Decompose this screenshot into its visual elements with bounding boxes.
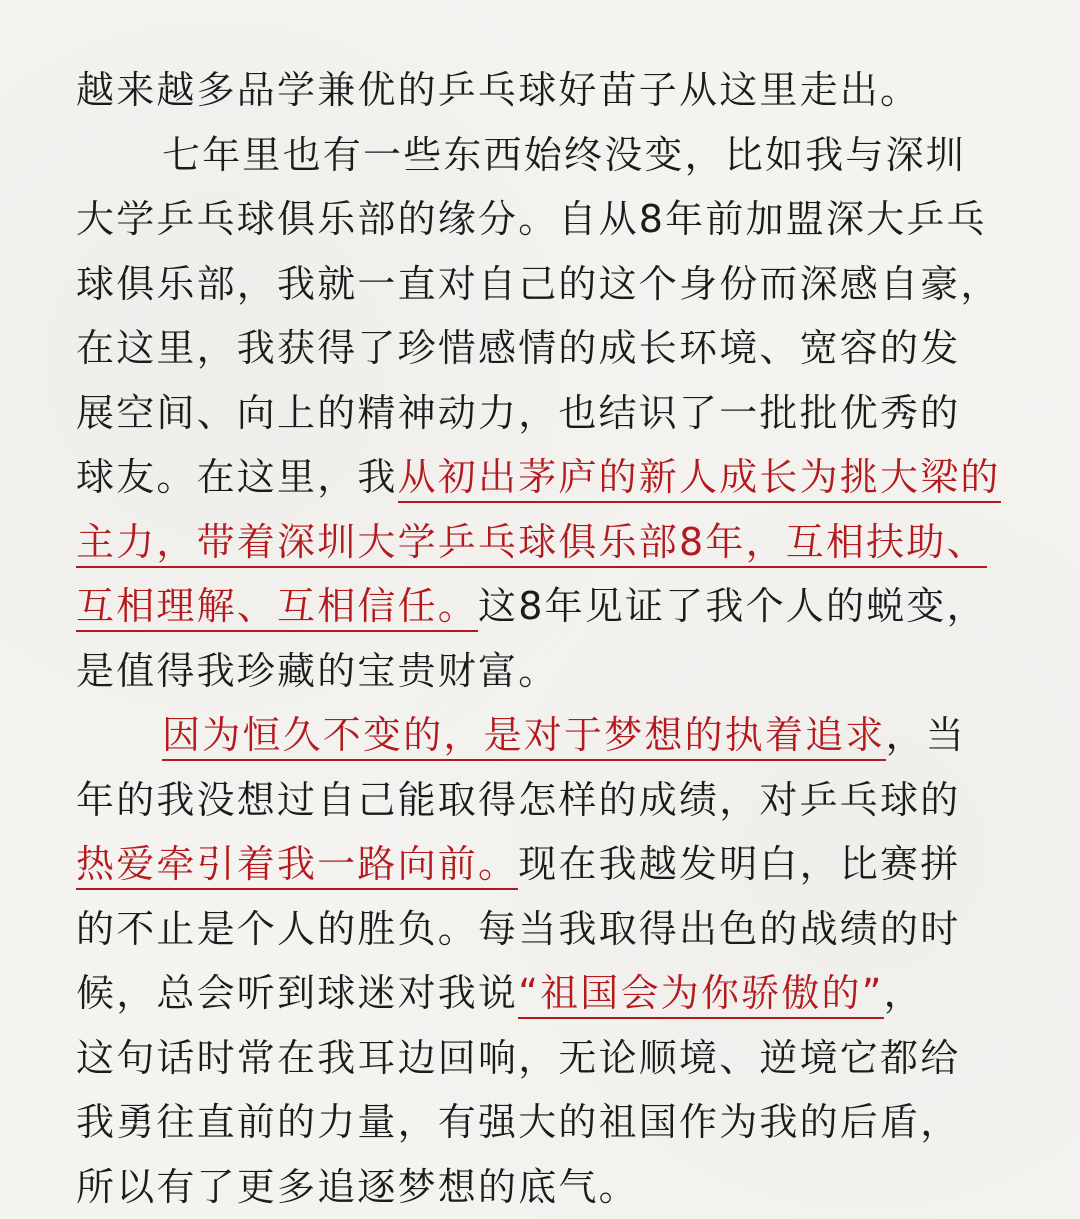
line-text: 在这里，我获得了珍惜感情的成长环境、宽容的发 [76, 326, 960, 370]
line-text: 这句话时常在我耳边回响，无论顺境、逆境它都给 [76, 1036, 960, 1080]
text-line-7 [76, 445, 1026, 510]
line-text: 越来越多品学兼优的乒乓球好苗子从这里走出。 [76, 68, 920, 112]
highlighted-quote: “祖国会为你骄傲的” [518, 971, 883, 1019]
text-line-5 [76, 316, 1026, 381]
text-line-6 [76, 381, 1026, 446]
line-text: 这8年见证了我个人的蜕变， [478, 584, 987, 628]
text-line-3 [76, 187, 1026, 252]
line-text: 我勇往直前的力量，有强大的祖国作为我的后盾， [76, 1100, 960, 1144]
line-text: 七年里也有一些东西始终没变，比如我与深圳 [162, 133, 966, 177]
text-line-17 [76, 1090, 1026, 1155]
text-line-10 [76, 639, 1026, 704]
text-line-2 [76, 123, 1026, 188]
text-line-16 [76, 1026, 1026, 1091]
highlighted-text: 互相理解、互相信任。 [76, 584, 478, 632]
highlighted-text: 热爱牵引着我一路向前。 [76, 842, 518, 890]
line-text: 年的我没想过自己能取得怎样的成绩，对乒乓球的 [76, 778, 960, 822]
line-text: 球友。在这里，我 [76, 455, 398, 499]
text-line-18 [76, 1155, 1026, 1219]
line-text: ， [884, 971, 924, 1015]
line-text: 展空间、向上的精神动力，也结识了一批批优秀的 [76, 391, 960, 435]
text-line-12 [76, 768, 1026, 833]
highlighted-text: 从初出茅庐的新人成长为挑大梁的 [398, 455, 1001, 503]
highlighted-text: 主力，带着深圳大学乒乓球俱乐部8年，互相扶助、 [76, 520, 987, 568]
article-body [76, 58, 1026, 1219]
text-line-8 [76, 510, 1026, 575]
text-line-1 [76, 58, 1026, 123]
text-line-15 [76, 961, 1026, 1026]
line-text: 球俱乐部，我就一直对自己的这个身份而深感自豪， [76, 262, 1001, 306]
text-line-13 [76, 832, 1026, 897]
line-text: 候，总会听到球迷对我说 [76, 971, 518, 1015]
highlighted-text: 因为恒久不变的，是对于梦想的执着追求 [162, 713, 886, 761]
line-text: 现在我越发明白，比赛拼 [518, 842, 960, 886]
text-line-14 [76, 897, 1026, 962]
line-text: 是值得我珍藏的宝贵财富。 [76, 649, 558, 693]
line-text: 大学乒乓球俱乐部的缘分。自从8年前加盟深大乒乓 [76, 197, 987, 241]
text-line-4 [76, 252, 1026, 317]
text-line-9 [76, 574, 1026, 639]
line-text: ，当 [886, 713, 966, 757]
line-text: 的不止是个人的胜负。每当我取得出色的战绩的时 [76, 907, 960, 951]
text-line-11 [76, 703, 1026, 768]
line-text: 所以有了更多追逐梦想的底气。 [76, 1165, 639, 1209]
